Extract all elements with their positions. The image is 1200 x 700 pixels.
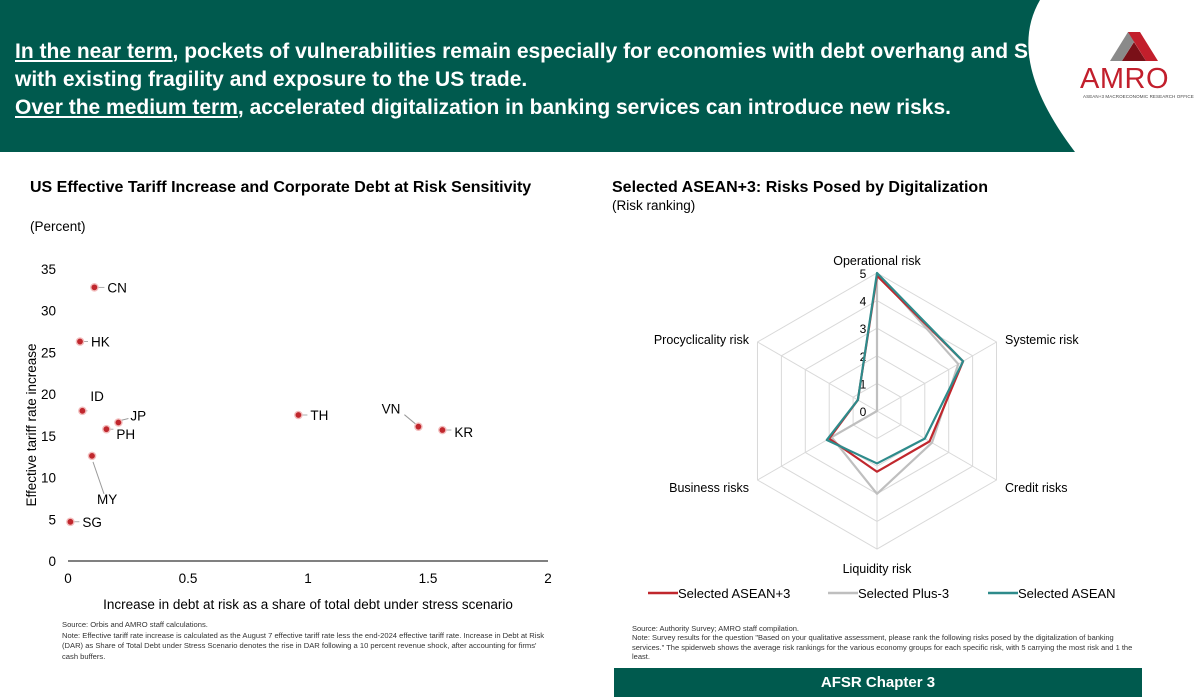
right-chart-subtitle: (Risk ranking) <box>612 198 696 213</box>
scatter-label-leader-line <box>93 462 104 494</box>
scatter-point-label: MY <box>97 491 118 507</box>
scatter-point-kr <box>439 426 446 433</box>
scatter-chart <box>0 255 580 615</box>
scatter-point-hk <box>76 338 83 345</box>
scatter-point-jp <box>115 419 122 426</box>
scatter-label-leader-line <box>404 415 416 425</box>
legend-label: Selected ASEAN <box>1018 586 1116 601</box>
radar-tick-label: 2 <box>859 349 867 364</box>
amro-logo-wordmark: AMRO <box>1080 63 1169 95</box>
right-chart-footnotes <box>632 624 1144 662</box>
scatter-y-tick-label: 20 <box>40 387 56 403</box>
radar-series-2 <box>827 273 963 463</box>
radar-spoke <box>877 342 997 411</box>
right-chart-source: Source: Authority Survey; AMRO staff compilation. <box>632 624 800 633</box>
radar-axis-label: Credit risks <box>1005 481 1068 495</box>
scatter-point-cn <box>91 284 98 291</box>
scatter-point-label: KR <box>454 425 474 441</box>
header-message <box>15 38 1095 122</box>
near-term-text: , pockets of vulnerabilities remain especially for economies with debt overhang and SMEs with existing fragility and exposure to the US trade. <box>15 40 1072 91</box>
left-chart-footnotes <box>62 620 552 662</box>
radar-spoke <box>877 411 997 480</box>
right-chart-note: Note: Survey results for the question "Based on your qualitative assessment, please rank the following risks posed by the digitalization of banking services." The spiderweb shows the average risk rankings for the various economy groups for each specific risk, with 5 carrying the most risk and 1 the least. <box>632 633 1133 662</box>
scatter-x-axis-label: Increase in debt at risk as a share of total debt under stress scenario <box>103 597 513 612</box>
amro-logo-subtitle: ASEAN+3 MACROECONOMIC RESEARCH OFFICE <box>1083 94 1194 99</box>
radar-axis-label: Operational risk <box>833 254 921 268</box>
scatter-y-tick-label: 30 <box>40 303 56 319</box>
radar-tick-label: 4 <box>859 294 867 309</box>
near-term-phrase: In the near term <box>15 40 173 63</box>
scatter-point-label: CN <box>107 280 127 296</box>
scatter-y-tick-label: 35 <box>40 262 56 277</box>
scatter-point-my <box>88 452 95 459</box>
left-chart-source: Source: Orbis and AMRO staff calculations. <box>62 620 208 629</box>
radar-tick-label: 3 <box>859 322 867 337</box>
radar-axis-label: Procyclicality risk <box>653 333 749 347</box>
scatter-y-tick-label: 5 <box>48 512 56 528</box>
scatter-point-label: TH <box>310 408 329 423</box>
scatter-point-id <box>79 407 86 414</box>
legend-label: Selected ASEAN+3 <box>678 586 791 601</box>
scatter-y-axis-label: Effective tariff rate increase <box>24 343 39 507</box>
radar-axis-label: Systemic risk <box>1005 333 1079 347</box>
scatter-x-tick-label: 0 <box>64 571 72 586</box>
scatter-point-label: PH <box>116 427 136 443</box>
scatter-y-tick-label: 25 <box>40 345 56 361</box>
scatter-point-label: SG <box>82 514 102 530</box>
legend-label: Selected Plus-3 <box>858 586 950 601</box>
radar-tick-label: 1 <box>859 377 867 392</box>
scatter-point-ph <box>103 426 110 433</box>
scatter-point-label: JP <box>130 408 147 424</box>
radar-series-0 <box>829 276 963 472</box>
scatter-x-tick-label: 1 <box>304 571 312 586</box>
medium-term-text: , accelerated digitalization in banking services can introduce new risks. <box>237 96 951 119</box>
radar-tick-label: 0 <box>859 405 867 419</box>
scatter-point-label: ID <box>90 388 104 404</box>
left-chart-subtitle: (Percent) <box>30 219 86 234</box>
right-chart-title: Selected ASEAN+3: Risks Posed by Digitalization <box>612 179 988 196</box>
scatter-y-tick-label: 10 <box>40 470 56 486</box>
left-chart-title: US Effective Tariff Increase and Corporate Debt at Risk Sensitivity <box>30 179 532 196</box>
scatter-x-tick-label: 2 <box>544 571 552 586</box>
header-banner <box>0 0 1200 152</box>
radar-axis-label: Liquidity risk <box>842 562 912 576</box>
footer-chapter-label: AFSR Chapter 3 <box>614 668 1142 697</box>
scatter-point-sg <box>67 518 74 525</box>
radar-chart <box>610 225 1170 605</box>
scatter-x-tick-label: 0.5 <box>178 571 198 586</box>
scatter-point-label: HK <box>91 334 110 350</box>
scatter-point-vn <box>415 423 422 430</box>
scatter-x-tick-label: 1.5 <box>418 571 438 586</box>
radar-tick-label: 5 <box>859 267 867 281</box>
radar-axis-label: Business risks <box>669 481 749 495</box>
scatter-y-tick-label: 15 <box>40 428 56 444</box>
medium-term-phrase: Over the medium term <box>15 96 238 119</box>
scatter-point-label: VN <box>381 401 401 417</box>
scatter-y-tick-label: 0 <box>48 554 56 569</box>
scatter-point-th <box>295 411 302 418</box>
left-chart-note: Note: Effective tariff rate increase is calculated as the August 7 effective tariff rate less the end-2024 effective tariff rate. Increase in Debt at Risk (DAR) as Share of Total Debt under Stress Scenario denotes the rise in DAR following a 10 percent revenue shock, after accounting for firms' cash buffers. <box>62 630 545 661</box>
